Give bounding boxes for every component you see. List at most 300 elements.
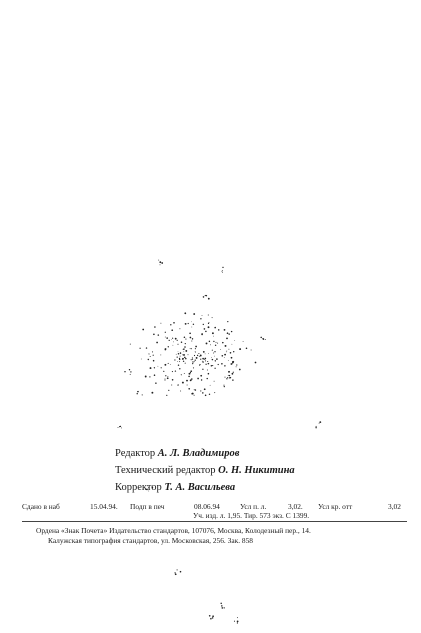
speckle-dot xyxy=(255,362,257,364)
speckle-dot xyxy=(158,334,159,335)
speckle-dot xyxy=(195,346,197,348)
speckle-dot xyxy=(171,384,172,385)
speckle-dot xyxy=(202,315,203,316)
speckle-dot xyxy=(189,332,191,334)
speckle-dot xyxy=(246,348,248,350)
imprint-podp-date: 08.06.94 xyxy=(194,502,220,511)
speckle-dot xyxy=(170,364,171,365)
speckle-dot xyxy=(192,359,193,360)
speckle-dot xyxy=(231,357,233,359)
speckle-dot xyxy=(208,298,210,300)
speckle-dot xyxy=(228,333,229,334)
speckle-dot xyxy=(168,346,169,347)
speckle-dot xyxy=(195,389,197,391)
speckle-dot xyxy=(202,392,204,394)
speckle-dot xyxy=(232,344,233,345)
speckle-dot xyxy=(203,324,204,325)
speckle-dot xyxy=(243,341,244,342)
speckle-dot xyxy=(130,371,131,372)
speckle-dot xyxy=(234,621,235,622)
speckle-dot xyxy=(230,352,232,354)
speckle-dot xyxy=(203,351,205,353)
speckle-dot xyxy=(193,324,194,325)
speckle-dot xyxy=(221,607,223,609)
speckle-dot xyxy=(185,350,187,352)
speckle-dot xyxy=(212,359,213,360)
speckle-dot xyxy=(191,321,192,322)
speckle-dot xyxy=(193,367,194,368)
speckle-dot xyxy=(192,338,193,339)
speckle-dot xyxy=(220,603,221,604)
speckle-dot xyxy=(224,329,226,331)
speckle-dot xyxy=(204,388,206,390)
publisher-line-2: Калужская типография стандартов, ул. Московская, 256. Зак. 858 xyxy=(48,536,253,545)
speckle-dot xyxy=(204,358,206,360)
speckle-dot xyxy=(129,369,130,370)
speckle-dot xyxy=(227,377,228,378)
speckle-dot xyxy=(214,351,215,352)
speckle-dot xyxy=(211,365,213,367)
speckle-dot xyxy=(230,377,232,379)
speckle-dot xyxy=(207,378,208,379)
speckle-dot xyxy=(208,353,209,354)
speckle-dot xyxy=(191,393,193,395)
speckle-dot xyxy=(236,364,237,365)
speckle-dot xyxy=(212,317,213,318)
speckle-dot xyxy=(212,350,213,351)
speckle-dot xyxy=(160,354,161,355)
speckle-dot xyxy=(222,270,223,271)
speckle-dot xyxy=(213,341,214,342)
speckle-dot xyxy=(205,354,206,355)
speckle-dot xyxy=(181,341,182,342)
speckle-dot xyxy=(199,364,200,365)
speckle-dot xyxy=(188,354,189,355)
speckle-dot xyxy=(205,364,206,365)
speckle-dot xyxy=(152,351,153,352)
speckle-dot xyxy=(199,356,200,357)
speckle-dot xyxy=(209,615,211,617)
speckle-dot xyxy=(175,338,177,340)
speckle-dot xyxy=(224,354,226,356)
publisher-block xyxy=(36,526,406,546)
speckle-dot xyxy=(194,355,195,356)
speckle-dot xyxy=(187,385,188,386)
speckle-dot xyxy=(224,386,225,387)
imprint-sdano-label: Сдано в наб xyxy=(22,502,60,511)
speckle-dot xyxy=(200,355,202,357)
speckle-dot xyxy=(208,326,210,328)
speckle-dot xyxy=(154,367,155,368)
speckle-dot xyxy=(164,380,165,381)
speckle-dot xyxy=(205,395,207,397)
speckle-dot xyxy=(153,334,155,336)
credits-block xyxy=(115,445,375,496)
speckle-dot xyxy=(166,337,168,339)
speckle-dot xyxy=(165,332,166,333)
speckle-dot xyxy=(195,351,196,352)
speckle-dot xyxy=(141,359,142,360)
speckle-dot xyxy=(177,361,178,362)
credit-name: О. Н. Никитина xyxy=(218,465,295,476)
imprint-podp-label: Подп в печ xyxy=(130,502,165,511)
speckle-dot xyxy=(212,365,213,366)
speckle-dot xyxy=(180,353,181,354)
credit-role: Технический редактор xyxy=(115,465,216,476)
speckle-dot xyxy=(148,359,149,360)
speckle-dot xyxy=(165,375,166,376)
speckle-dot xyxy=(208,314,209,315)
speckle-dot xyxy=(153,360,155,362)
speckle-dot xyxy=(171,329,173,331)
speckle-dot xyxy=(167,376,168,377)
speckle-dot xyxy=(202,361,203,362)
speckle-dot xyxy=(209,322,210,323)
speckle-dot xyxy=(232,362,234,364)
speckle-dot xyxy=(190,370,192,372)
speckle-dot xyxy=(161,367,162,368)
speckle-dot xyxy=(206,342,208,344)
speckle-dot xyxy=(234,340,235,341)
speckle-dot xyxy=(194,389,195,390)
imprint-usl-kr-value: 3,02 xyxy=(388,502,401,511)
speckle-dot xyxy=(160,323,161,324)
speckle-dot xyxy=(178,364,179,365)
speckle-dot xyxy=(191,359,192,360)
speckle-dot xyxy=(149,376,150,377)
speckle-dot xyxy=(237,622,238,623)
speckle-dot xyxy=(197,378,199,380)
speckle-dot xyxy=(213,336,214,337)
speckle-dot xyxy=(190,337,192,339)
speckle-dot xyxy=(265,339,266,340)
speckle-dot xyxy=(124,371,125,372)
credit-tech-editor xyxy=(115,462,375,479)
imprint-usl-pl-value: 3,02. xyxy=(288,502,303,511)
credit-role: Редактор xyxy=(115,448,156,459)
speckle-dot xyxy=(228,371,230,373)
speckle-dot xyxy=(214,356,215,357)
speckle-dot xyxy=(118,427,119,428)
speckle-dot xyxy=(170,324,171,325)
speckle-dot xyxy=(184,346,186,348)
speckle-dot xyxy=(185,358,187,360)
speckle-dot xyxy=(174,359,175,360)
speckle-dot xyxy=(208,323,209,324)
speckle-dot xyxy=(172,371,173,372)
speckle-dot xyxy=(222,355,224,357)
speckle-dot xyxy=(121,427,122,428)
speckle-dot xyxy=(202,358,204,360)
speckle-dot xyxy=(183,361,184,362)
speckle-dot xyxy=(182,358,184,360)
speckle-dot xyxy=(165,348,167,350)
speckle-dot xyxy=(203,296,205,298)
speckle-dot xyxy=(216,342,217,343)
speckle-dot xyxy=(188,376,190,378)
speckle-dot xyxy=(207,361,208,362)
speckle-dot xyxy=(178,351,179,352)
speckle-dot xyxy=(198,353,199,354)
speckle-dot xyxy=(195,348,196,349)
speckle-dot xyxy=(315,427,316,428)
speckle-dot xyxy=(204,359,205,360)
speckle-dot xyxy=(191,327,192,328)
speckle-dot xyxy=(237,617,238,618)
speckle-dot xyxy=(166,395,167,396)
speckle-dot xyxy=(181,374,182,375)
speckle-dot xyxy=(168,390,169,391)
speckle-dot xyxy=(186,380,188,382)
speckle-dot xyxy=(214,392,215,393)
speckle-dot xyxy=(130,344,131,345)
speckle-dot xyxy=(171,339,172,340)
speckle-dot xyxy=(185,323,187,325)
speckle-dot xyxy=(180,391,181,392)
speckle-dot xyxy=(226,352,227,353)
speckle-dot xyxy=(200,318,201,319)
speckle-dot xyxy=(202,369,203,370)
speckle-dot xyxy=(233,351,234,352)
speckle-dot xyxy=(197,355,198,356)
speckle-dot xyxy=(230,363,232,365)
speckle-dot xyxy=(195,352,196,353)
speckle-dot xyxy=(210,618,212,620)
speckle-dot xyxy=(222,342,224,344)
speckle-dot xyxy=(177,356,178,357)
speckle-dot xyxy=(177,344,178,345)
imprint-sub-line: Уч. изд. л. 1,95. Тир. 573 экз. С 1399. xyxy=(193,511,310,520)
speckle-dot xyxy=(262,338,263,339)
speckle-dot xyxy=(232,373,234,375)
speckle-dot xyxy=(212,332,214,334)
speckle-dot xyxy=(176,354,177,355)
speckle-dot xyxy=(161,262,163,264)
speckle-dot xyxy=(208,363,210,365)
speckle-dot xyxy=(175,573,177,575)
speckle-dot xyxy=(191,340,192,341)
speckle-dot xyxy=(137,391,139,393)
imprint-usl-pl-label: Усл п. л. xyxy=(240,502,267,511)
speckle-dot xyxy=(220,349,221,350)
speckle-dot xyxy=(205,360,206,361)
speckle-dot xyxy=(236,366,237,367)
speckle-dot xyxy=(160,264,161,265)
credit-name: А. Л. Владимиров xyxy=(157,448,240,459)
speckle-dot xyxy=(224,377,225,378)
speckle-dot xyxy=(221,363,223,365)
speckle-dot xyxy=(200,390,201,391)
speckle-dot xyxy=(237,621,239,623)
speckle-dot xyxy=(201,379,202,380)
speckle-dot xyxy=(154,374,156,376)
speckle-dot xyxy=(180,571,182,573)
speckle-dot xyxy=(228,360,229,361)
speckle-dot xyxy=(231,331,232,332)
publisher-line-1: Ордена «Знак Почета» Издательство стандартов, 107076, Москва, Колодезный пер., 14. xyxy=(36,526,311,535)
speckle-dot xyxy=(232,379,233,380)
speckle-dot xyxy=(174,572,175,573)
speckle-dot xyxy=(179,358,180,359)
speckle-dot xyxy=(239,369,241,371)
credit-role: Корректор xyxy=(115,482,162,493)
speckle-dot xyxy=(224,365,225,366)
credit-name: Т. А. Васильева xyxy=(164,482,236,493)
speckle-dot xyxy=(180,356,181,357)
speckle-dot xyxy=(148,353,149,354)
speckle-dot xyxy=(185,343,186,344)
imprint-usl-kr-label: Усл кр. отт xyxy=(318,502,353,511)
speckle-dot xyxy=(184,337,186,339)
speckle-dot xyxy=(228,349,229,350)
speckle-dot xyxy=(163,371,164,372)
speckle-dot xyxy=(218,329,220,331)
speckle-dot xyxy=(190,348,191,349)
speckle-dot xyxy=(215,360,216,361)
speckle-dot xyxy=(130,374,131,375)
speckle-dot xyxy=(179,368,180,369)
speckle-dot xyxy=(165,337,166,338)
speckle-dot xyxy=(224,357,225,358)
speckle-dot xyxy=(188,323,189,324)
speckle-dot xyxy=(179,361,180,362)
speckle-dot xyxy=(193,313,195,315)
speckle-dot xyxy=(184,312,186,314)
speckle-dot xyxy=(316,426,317,427)
speckle-dot xyxy=(182,382,184,384)
speckle-dot xyxy=(139,348,140,349)
credit-editor xyxy=(115,445,375,462)
speckle-dot xyxy=(184,357,186,359)
speckle-dot xyxy=(200,375,202,377)
speckle-dot xyxy=(175,370,176,371)
speckle-dot xyxy=(212,617,214,619)
speckle-dot xyxy=(227,332,229,334)
speckle-dot xyxy=(217,343,218,344)
speckle-dot xyxy=(167,377,169,379)
speckle-dot xyxy=(156,342,158,344)
speckle-dot xyxy=(202,361,204,363)
speckle-dot xyxy=(164,364,166,366)
divider-rule xyxy=(22,521,407,522)
speckle-dot xyxy=(210,385,211,386)
speckle-dot xyxy=(142,329,144,331)
speckle-dot xyxy=(196,357,197,358)
speckle-dot xyxy=(212,615,214,617)
speckle-dot xyxy=(214,327,216,329)
speckle-dot xyxy=(155,382,157,384)
speckle-dot xyxy=(146,347,147,348)
speckle-dot xyxy=(188,388,190,390)
speckle-dot xyxy=(142,394,143,395)
speckle-dot xyxy=(224,607,225,608)
speckle-dot xyxy=(182,354,183,355)
speckle-dot xyxy=(204,328,206,330)
speckle-dot xyxy=(137,393,138,394)
speckle-dot xyxy=(172,379,174,381)
speckle-dot xyxy=(195,360,196,361)
imprint-sdano-date: 15.04.94. xyxy=(90,502,118,511)
speckle-dot xyxy=(158,260,159,261)
speckle-dot xyxy=(154,326,156,328)
speckle-dot xyxy=(151,392,153,394)
speckle-dot xyxy=(169,340,170,341)
speckle-dot xyxy=(190,372,191,373)
speckle-dot xyxy=(165,379,166,380)
speckle-dot xyxy=(229,375,230,376)
speckle-dot xyxy=(178,353,180,355)
speckle-dot xyxy=(150,356,151,357)
speckle-dot xyxy=(206,295,208,297)
speckle-dot xyxy=(172,338,173,339)
speckle-dot xyxy=(319,423,320,424)
speckle-dot xyxy=(145,376,147,378)
speckle-dot xyxy=(209,341,210,342)
credit-proofreader xyxy=(115,479,375,496)
speckle-dot xyxy=(200,359,201,360)
speckle-dot xyxy=(173,322,175,324)
speckle-dot xyxy=(214,381,215,382)
speckle-dot xyxy=(177,340,178,341)
speckle-dot xyxy=(190,379,192,381)
speckle-dot xyxy=(251,350,252,351)
speckle-dot xyxy=(202,333,203,334)
speckle-dot xyxy=(185,363,186,364)
speckle-dot xyxy=(192,363,193,364)
speckle-dot xyxy=(233,372,234,373)
speckle-dot xyxy=(226,351,227,352)
speckle-dot xyxy=(209,394,210,395)
speckle-dot xyxy=(191,348,192,349)
speckle-dot xyxy=(158,366,159,367)
speckle-dot xyxy=(177,569,178,570)
speckle-dot xyxy=(207,370,208,371)
speckle-dot xyxy=(208,373,210,375)
speckle-dot xyxy=(183,348,184,349)
speckle-dot xyxy=(215,345,216,346)
speckle-dot xyxy=(183,351,184,352)
speckle-dot xyxy=(183,354,185,356)
speckle-dot xyxy=(226,378,227,379)
speckle-dot xyxy=(227,321,228,322)
speckle-dot xyxy=(211,357,212,358)
speckle-dot xyxy=(159,261,161,263)
speckle-dot xyxy=(213,353,214,354)
speckle-dot xyxy=(214,368,215,369)
speckle-dot xyxy=(225,345,227,347)
speckle-dot xyxy=(319,421,321,423)
speckle-dot xyxy=(191,378,193,380)
speckle-dot xyxy=(168,363,169,364)
speckle-dot xyxy=(192,361,193,362)
speckle-dot xyxy=(228,375,229,376)
speckle-dot xyxy=(177,385,178,386)
speckle-dot xyxy=(239,348,241,350)
speckle-dot xyxy=(173,342,174,343)
speckle-dot xyxy=(194,361,195,362)
speckle-dot xyxy=(173,345,174,346)
speckle-dot xyxy=(192,357,193,358)
speckle-dot xyxy=(205,295,206,296)
speckle-dot xyxy=(222,272,223,273)
speckle-dot xyxy=(218,364,219,365)
speckle-dot xyxy=(260,337,262,339)
speckle-dot xyxy=(210,344,211,345)
speckle-dot xyxy=(194,395,195,396)
speckle-dot xyxy=(119,426,120,427)
speckle-dot xyxy=(185,339,186,340)
speckle-dot xyxy=(184,373,185,374)
